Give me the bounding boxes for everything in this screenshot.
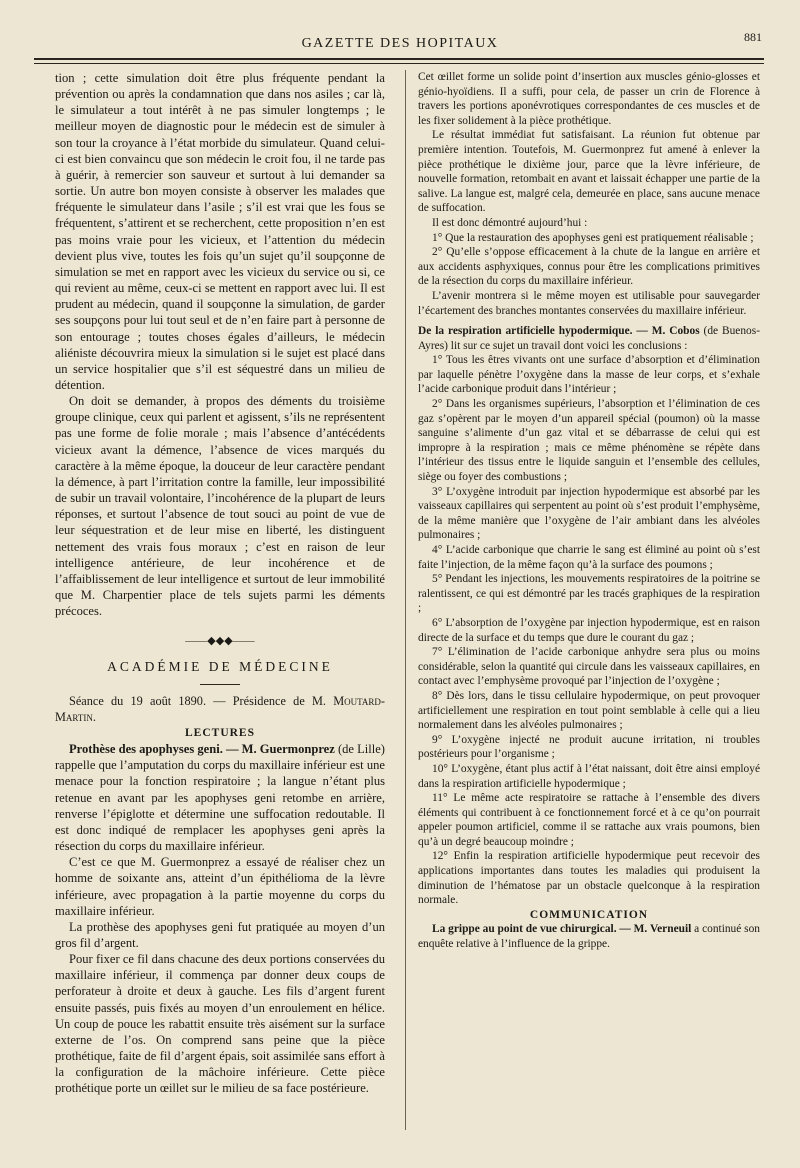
right-column: [418, 70, 760, 952]
article-title: La grippe au point de vue chirurgical. — M. Verneuil: [432, 923, 692, 936]
paragraph: La prothèse des apophyses geni fut pratiquée au moyen d’un gros fil d’argent.: [55, 919, 385, 950]
article-text: a continué son enquête relative à l’influence de la grippe.: [418, 923, 760, 951]
article-text: (de Buenos-Ayres) lit sur ce sujet un travail dont voici les conclusions :: [418, 325, 760, 352]
short-rule: [200, 684, 240, 685]
paragraph: On doit se demander, à propos des déments du troisième groupe clinique, ceux qui parlent et agissent, s’ils ne représentent pas une forme de folie morale ; mais l’absence d’antécédents vicieux avant la démence, l’absence de vices marqués du caractère à la même époque, la douceur de leur caractère pendant la démence, à part l’irritation contre la famille, leur impossibilité de subir un travail volontaire, l’incohérence de la plupart de leurs réponses, et surtout l’absence de tout souci au point de vue de leur séquestration et de leur mise en liberté, les distinguent nettement des vrais fous moraux ; c’est en raison de leur intelligence antérieure, de leur incohérence et de l’affaiblissement de leur intelligence et surtout de leur immobilité que M. Charpentier place de tels sujets parmi les déments précoces.: [55, 394, 385, 619]
paragraph: tion ; cette simulation doit être plus fréquente pendant la prévention ou après la condamnation que dans nos asiles ; car là, le simulateur a tout intérêt à ne pas simuler longtemps ; le meilleur moyen de diagnostic pour le médecin est de simuler à son tour la croyance à l’état morbide du simulateur. Quand celui-ci est bien convaincu que son médecin le croit fou, il ne tarde pas à guérir, à remercier son sauveur et surtout à lui demander sa sortie. Un autre bon moyen consiste à observer les malades que fréquente le simulateur dans l’asile ; s’il est vrai que les fous se fréquentent, s’attirent et se recherchent, cette proposition n’en est pas moins vraie pour les vicieux, et l’attention du médecin devient plus vive, toutes les fois qu’un sujet qu’il soupçonne de simulation se met en rapport avec les vicieux du service ou si, ce qui revient au même, ceux-ci se mettent en rapport avec lui. Il est prudent au médecin, quand il soupçonne la simulation, de garder ses soupçons pour lui tout seul et de n’en faire part à personne de son entourage ; toutes choses égales d’ailleurs, le médecin aliéniste découvrira mieux la simulation si le sujet est placé dans un service hospitalier que s’il est séquestré dans un milieu de détention.: [55, 71, 385, 392]
conclusion-item: 7° L’élimination de l’acide carbonique anhydre sera plus ou moins considérable, selon la quantité qui circule dans les vaisseaux capillaires, en contact avec l’emphysème provoqué par l’injection de l’oxygène ;: [418, 646, 760, 688]
paragraph: Cet œillet forme un solide point d’insertion aux muscles génio-glosses et génio-hyoïdiens. Il a suffi, pour cela, de passer un crin de Florence à travers les portions aponévrotiques correspondantes de ces muscles et de les fixer solidement à la pièce prothétique.: [418, 71, 760, 127]
conclusion-item: 9° L’oxygène injecté ne produit aucune irritation, ni troubles postérieurs pour l’organisme ;: [418, 733, 760, 761]
left-column: [55, 70, 385, 1097]
conclusion-item: 10° L’oxygène, étant plus actif à l’état naissant, doit être ainsi employé dans la respiration artificielle hypodermique ;: [418, 762, 760, 790]
conclusion-item: 11° Le même acte respiratoire se rattache à l’ensemble des divers éléments qui contribuent à ce fonctionnement forcé et à ce qu’on pourrait appeler poumon artificiel, comme il se rattache aux vrais poumons, bien qu’à un degré beaucoup moindre ;: [418, 792, 760, 848]
header-rule: [34, 58, 764, 60]
conclusion-item: 2° Dans les organismes supérieurs, l’absorption et l’élimination de ces gaz s’opèrent par le moyen d’un appareil spécial (poumon) où la masse sanguine s’alimente d’un gaz vital et se débarrasse de celui qui est impropre à la respiration ; mais ce même phénomène se répète dans l’intérieur des tissus entre le liquide sanguin et l’ensemble des cellules, siège ou foyer des combustions ;: [418, 398, 760, 484]
paragraph: Pour fixer ce fil dans chacune des deux portions conservées du maxillaire inférieur, il commença par donner deux coups de perforateur à droite et deux à gauche. Les fils d’argent furent ensuite passés, puis fixés au moyen d’un enroulement en hélice. Un coup de pouce les rabattit ensuite très aisément sur la surface externe de l’os. On comprend sans peine que la pièce prothétique, faite de fil d’argent épais, soit assimilée sans effort à la configuration de la mâchoire inférieure. Cette pièce prothétique porte un œillet sur le milieu de sa face postérieure.: [55, 952, 385, 1096]
section-ornament: ——◆◆◆——: [185, 635, 255, 648]
article-text: (de Lille) rappelle que l’amputation du corps du maxillaire inférieur est une menace pour la fonction respiratoire ; la langue n’étant plus retenue en avant par les apophyses geni retombe en arrière, renverse l’épiglotte et détermine une suffocation redoutable. Il est donc indiqué de remplacer les apophyses geni après la résection du corps du maxillaire inférieur.: [55, 742, 385, 854]
session-president: Moutard-Martin.: [55, 693, 385, 724]
article-title: Prothèse des apophyses geni. — M. Guermonprez: [69, 742, 335, 757]
column-divider: [405, 70, 406, 1130]
session-text: Séance du 19 août 1890. — Présidence de M.: [69, 693, 334, 708]
paragraph: L’avenir montrera si le même moyen est utilisable pour sauvegarder l’écartement des branches montantes conservées du maxillaire inférieur.: [418, 289, 760, 317]
academy-heading: ACADÉMIE DE MÉDECINE: [107, 659, 333, 675]
paragraph: [418, 922, 760, 951]
conclusion-item: 5° Pendant les injections, les mouvements respiratoires de la poitrine se ralentissent, ce qui est démontré par les tracés graphiques de la respiration ;: [418, 573, 760, 615]
conclusion-item: 3° L’oxygène introduit par injection hypodermique est absorbé par les vaisseaux capillaires qui serpentent au point où s’est produit l’emphysème, de la même manière que l’oxygène de l’air ambiant dans les alvéoles pulmonaires ;: [418, 485, 760, 542]
conclusion-item: 6° L’absorption de l’oxygène par injection hypodermique, est en raison directe de la surface et du temps que dure le courant du gaz ;: [418, 616, 760, 644]
paragraph: C’est ce que M. Guermonprez a essayé de réaliser chez un homme de soixante ans, atteint d’un épithélioma de la lèvre inférieure, avec propagation à la partie moyenne du corps du maxillaire inférieur.: [55, 855, 385, 918]
paragraph: 2° Qu’elle s’oppose efficacement à la chute de la langue en arrière et aux accidents asphyxiques, connus pour être les complications primitives de la résection du corps du maxillaire inférieur.: [418, 246, 760, 288]
paragraph: 1° Que la restauration des apophyses geni est pratiquement réalisable ;: [432, 231, 754, 244]
conclusion-item: 12° Enfin la respiration artificielle hypodermique peut recevoir des applications importantes dans toutes les maladies qui produisent la diminution de l’hématose par un obstacle quelconque à la respiration normale.: [418, 850, 760, 907]
conclusion-item: 8° Dès lors, dans le tissu cellulaire hypodermique, on peut provoquer artificiellement une respiration en tout point semblable à celle qui a lieu normalement dans les alvéoles pulmonaires ;: [418, 689, 760, 732]
session-line: [55, 693, 385, 725]
article-title: De la respiration artificielle hypodermique. — M. Cobos: [418, 325, 700, 338]
conclusion-item: 4° L’acide carbonique que charrie le sang est éliminé au point où s’est faite l’injection, de la même façon qu’à la surface des poumons ;: [418, 544, 760, 571]
page-number: 881: [744, 30, 762, 44]
lectures-heading: LECTURES: [185, 726, 255, 739]
header-rule-thin: [34, 63, 764, 64]
paragraph: Il est donc démontré aujourd’hui :: [432, 216, 588, 229]
journal-title: GAZETTE DES HOPITAUX: [301, 36, 499, 51]
paragraph: [418, 324, 760, 353]
paragraph: [55, 741, 385, 854]
paragraph: Le résultat immédiat fut satisfaisant. La réunion fut obtenue par première intention. Toutefois, M. Guermonprez fut amené à enlever la pièce prothétique le dixième jour, parce que la lèvre inférieure, de nouvelle formation, retombait en avant et laissait échapper une partie de la salive. La langue est, malgré cela, demeurée en place, sans aucune menace de suffocation.: [418, 129, 760, 215]
communication-heading: COMMUNICATION: [529, 908, 649, 921]
conclusion-item: 1° Tous les êtres vivants ont une surface d’absorption et d’élimination par laquelle pénètre l’oxygène dans la masse de leur corps, et s’exhale l’acide carbonique produit dans l’intérieur ;: [418, 354, 760, 396]
